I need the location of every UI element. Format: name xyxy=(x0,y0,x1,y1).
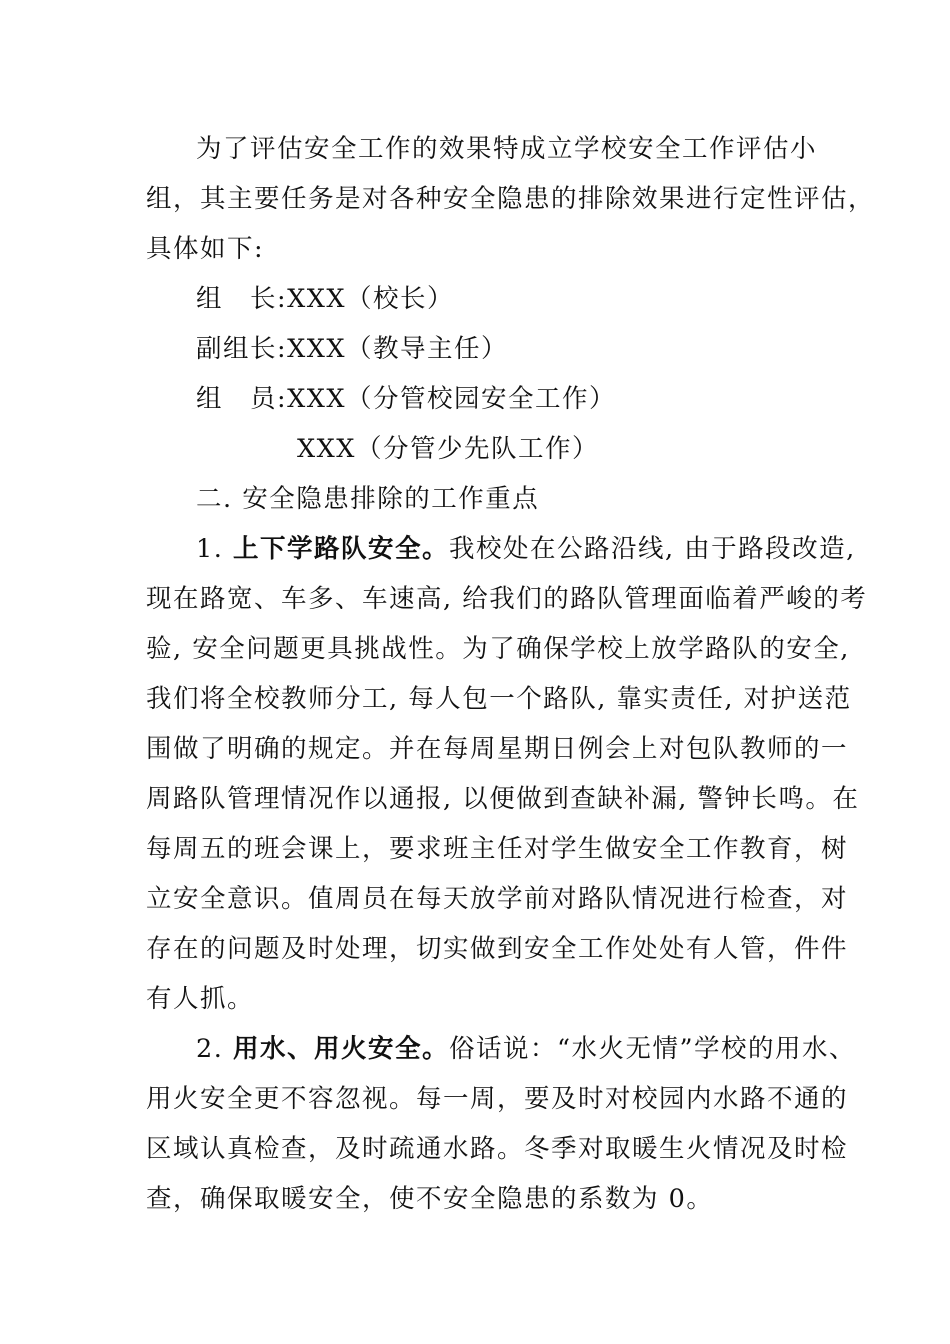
member-name: XXX（教导主任） xyxy=(287,334,509,364)
item1-number: 1. xyxy=(196,534,233,564)
item2-title: 用水、用火安全。 xyxy=(232,1034,449,1064)
intro-line-3: 具体如下: xyxy=(146,234,265,264)
member-name: XXX（分管校园安全工作） xyxy=(287,384,617,414)
item2-line: 查，确保取暖安全，使不安全隐患的系数为 0。 xyxy=(146,1184,714,1214)
member-role: 组 员: xyxy=(196,384,288,414)
item1-text: 我校处在公路沿线, 由于路段改造, xyxy=(448,534,856,564)
item1-line: 我们将全校教师分工, 每人包一个路队, 靠实责任, 对护送范 xyxy=(146,684,852,714)
item2-line: 区域认真检查，及时疏通水路。冬季对取暖生火情况及时检 xyxy=(146,1134,849,1164)
item1-line: 每周五的班会课上，要求班主任对学生做安全工作教育，树 xyxy=(146,834,849,864)
item1-line: 现在路宽、车多、车速高, 给我们的路队管理面临着严峻的考 xyxy=(146,584,868,614)
section-heading: 二. 安全隐患排除的工作重点 xyxy=(196,484,540,514)
member-row-leader xyxy=(196,281,454,317)
item1-first-line xyxy=(196,531,856,567)
item2-number: 2. xyxy=(196,1034,233,1064)
item2-first-line xyxy=(196,1031,856,1067)
item1-line: 验, 安全问题更具挑战性。为了确保学校上放学路队的安全, xyxy=(146,634,850,664)
member-name: XXX（校长） xyxy=(287,284,455,314)
item1-line: 周路队管理情况作以通报, 以便做到查缺补漏, 警钟长鸣。在 xyxy=(146,784,860,814)
member-row-deputy xyxy=(196,331,508,367)
intro-line-2: 组，其主要任务是对各种安全隐患的排除效果进行定性评估， xyxy=(146,184,876,214)
item2-line: 用火安全更不容忽视。每一周，要及时对校园内水路不通的 xyxy=(146,1084,849,1114)
member-row-member-2 xyxy=(297,431,599,467)
member-role: 副组长: xyxy=(196,334,288,364)
member-role: 组 长: xyxy=(196,284,288,314)
item1-line: 立安全意识。值周员在每天放学前对路队情况进行检查，对 xyxy=(146,884,849,914)
item1-line: 有人抓。 xyxy=(146,984,255,1014)
member-name: XXX（分管少先队工作） xyxy=(297,434,599,464)
item2-text: 俗话说：“水火无情”学校的用水、 xyxy=(448,1034,857,1064)
member-row-member xyxy=(196,381,616,417)
intro-line-1: 为了评估安全工作的效果特成立学校安全工作评估小 xyxy=(196,134,818,164)
item1-line: 围做了明确的规定。并在每周星期日例会上对包队教师的一 xyxy=(146,734,849,764)
item1-title: 上下学路队安全。 xyxy=(232,534,449,564)
item1-line: 存在的问题及时处理，切实做到安全工作处处有人管，件件 xyxy=(146,934,849,964)
